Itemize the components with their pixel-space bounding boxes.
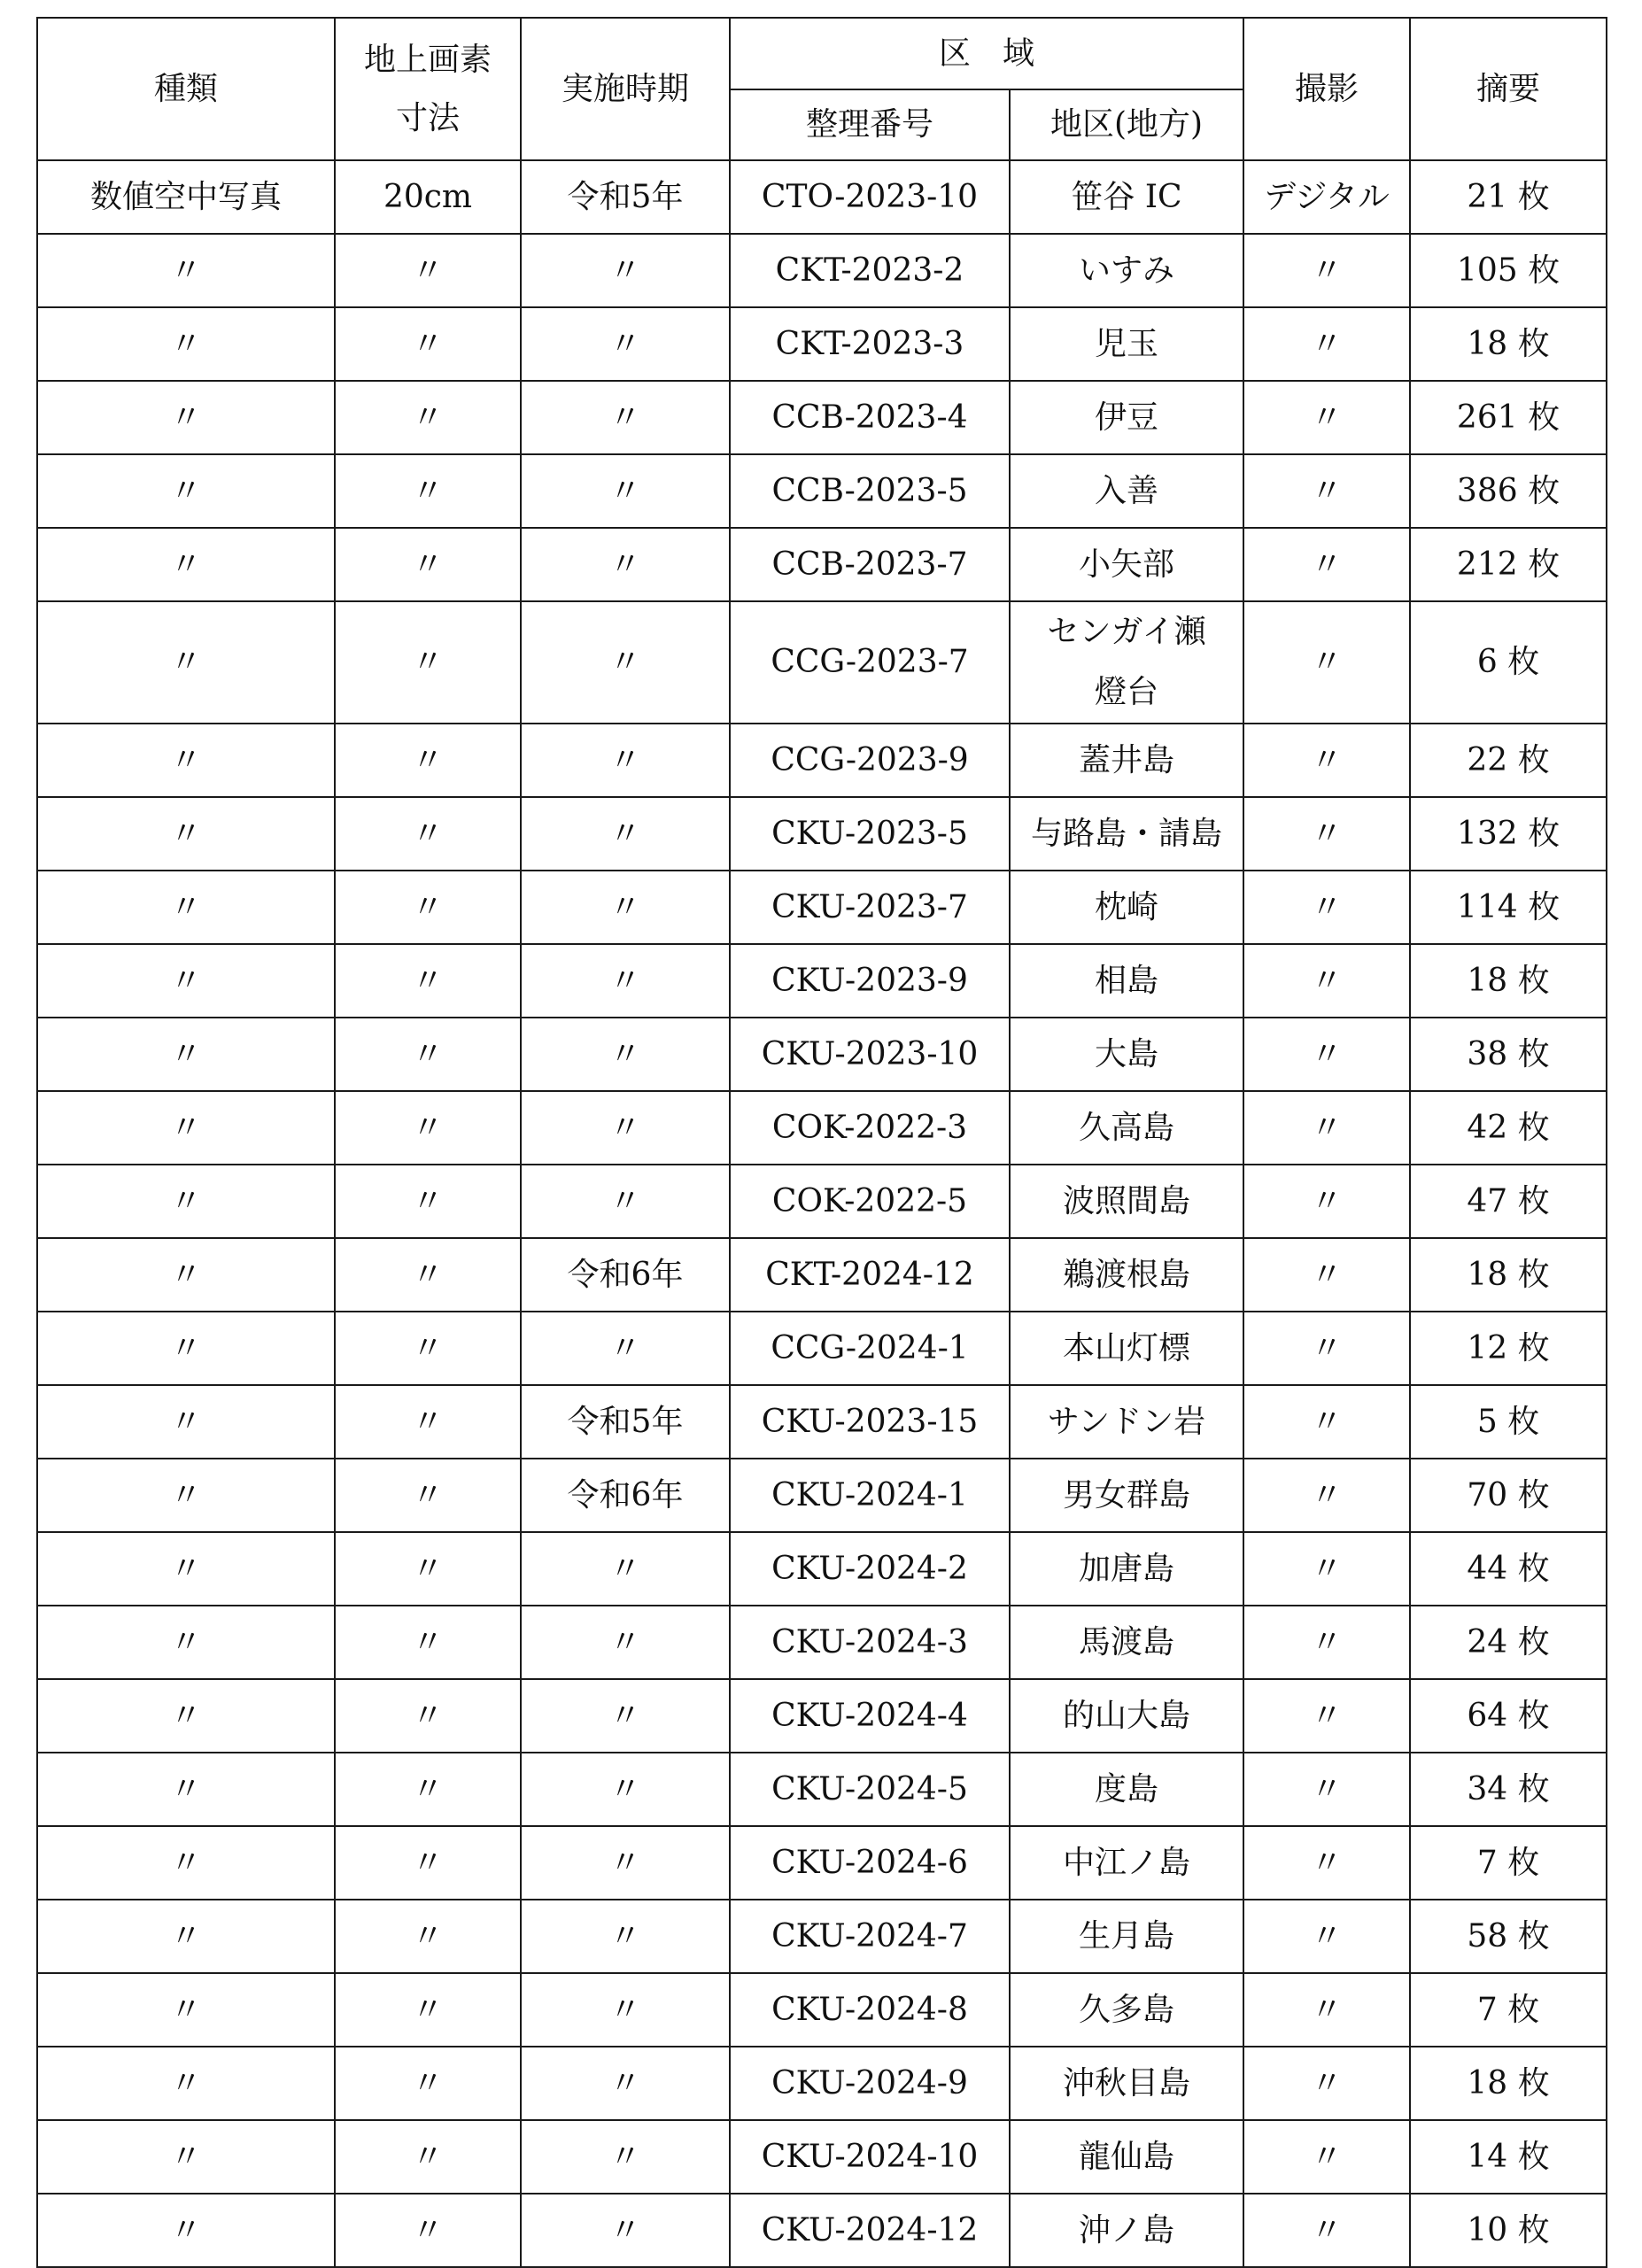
- cell-photography: 〃: [1243, 454, 1410, 528]
- cell-ground-pixel-size: 〃: [335, 601, 521, 724]
- cell-photography: 〃: [1243, 1018, 1410, 1091]
- cell-ground-pixel-size: 〃: [335, 1385, 521, 1459]
- table-row: [37, 1900, 1607, 1973]
- cell-photography: 〃: [1243, 1679, 1410, 1753]
- table-row: [37, 797, 1607, 871]
- cell-type: 〃: [37, 797, 335, 871]
- cell-photography: 〃: [1243, 724, 1410, 797]
- cell-type: 〃: [37, 1973, 335, 2047]
- cell-type: 〃: [37, 1091, 335, 1165]
- cell-summary: 7 枚: [1410, 1826, 1607, 1900]
- table-row: [37, 1091, 1607, 1165]
- cell-area-district: 笹谷 IC: [1010, 160, 1243, 234]
- cell-area-number: COK-2022-3: [730, 1091, 1010, 1165]
- cell-summary: 12 枚: [1410, 1312, 1607, 1385]
- cell-period: 〃: [521, 528, 730, 601]
- cell-area-district: 中江ノ島: [1010, 1826, 1243, 1900]
- cell-area-number: CKT-2023-3: [730, 307, 1010, 381]
- cell-photography: 〃: [1243, 307, 1410, 381]
- table-row: [37, 2047, 1607, 2120]
- cell-period: 〃: [521, 724, 730, 797]
- cell-area-number: CCG-2023-9: [730, 724, 1010, 797]
- header-area-group: 区 域: [730, 18, 1243, 89]
- cell-area-number: CKU-2024-12: [730, 2194, 1010, 2267]
- cell-period: 令和6年: [521, 1238, 730, 1312]
- cell-period: 〃: [521, 797, 730, 871]
- table-row: [37, 381, 1607, 454]
- table-row: [37, 1753, 1607, 1826]
- cell-type: 〃: [37, 1606, 335, 1679]
- table-header: [37, 18, 1607, 160]
- cell-type: 数値空中写真: [37, 160, 335, 234]
- cell-period: 〃: [521, 1018, 730, 1091]
- table-row: [37, 1238, 1607, 1312]
- cell-period: 〃: [521, 234, 730, 307]
- header-period: 実施時期: [521, 18, 730, 160]
- cell-photography: 〃: [1243, 1091, 1410, 1165]
- cell-summary: 64 枚: [1410, 1679, 1607, 1753]
- cell-summary: 18 枚: [1410, 1238, 1607, 1312]
- cell-area-number: CKU-2024-6: [730, 1826, 1010, 1900]
- cell-ground-pixel-size: 〃: [335, 307, 521, 381]
- cell-period: 〃: [521, 1532, 730, 1606]
- header-type: 種類: [37, 18, 335, 160]
- cell-area-district: 男女群島: [1010, 1459, 1243, 1532]
- cell-area-number: CKU-2023-7: [730, 871, 1010, 944]
- cell-photography: 〃: [1243, 1826, 1410, 1900]
- cell-period: 〃: [521, 1312, 730, 1385]
- table-row: [37, 1679, 1607, 1753]
- cell-ground-pixel-size: 〃: [335, 1091, 521, 1165]
- cell-type: 〃: [37, 1238, 335, 1312]
- cell-area-district: 相島: [1010, 944, 1243, 1018]
- header-area-number: 整理番号: [730, 89, 1010, 160]
- cell-summary: 38 枚: [1410, 1018, 1607, 1091]
- cell-area-district: 久多島: [1010, 1973, 1243, 2047]
- table-row: [37, 944, 1607, 1018]
- cell-photography: 〃: [1243, 1385, 1410, 1459]
- cell-area-number: CCB-2023-4: [730, 381, 1010, 454]
- cell-area-number: CKU-2023-15: [730, 1385, 1010, 1459]
- cell-photography: 〃: [1243, 1753, 1410, 1826]
- cell-photography: 〃: [1243, 1973, 1410, 2047]
- cell-photography: 〃: [1243, 944, 1410, 1018]
- cell-ground-pixel-size: 〃: [335, 2047, 521, 2120]
- cell-ground-pixel-size: 〃: [335, 1900, 521, 1973]
- header-area-district: 地区(地方): [1010, 89, 1243, 160]
- cell-period: 〃: [521, 1973, 730, 2047]
- cell-photography: 〃: [1243, 1238, 1410, 1312]
- cell-ground-pixel-size: 〃: [335, 724, 521, 797]
- cell-ground-pixel-size: 〃: [335, 234, 521, 307]
- cell-summary: 58 枚: [1410, 1900, 1607, 1973]
- table-row: [37, 307, 1607, 381]
- cell-type: 〃: [37, 1312, 335, 1385]
- table-body: [37, 160, 1607, 2267]
- cell-type: 〃: [37, 1826, 335, 1900]
- cell-photography: 〃: [1243, 381, 1410, 454]
- cell-area-number: CKT-2023-2: [730, 234, 1010, 307]
- cell-area-district: 伊豆: [1010, 381, 1243, 454]
- cell-photography: 〃: [1243, 1165, 1410, 1238]
- cell-photography: 〃: [1243, 1900, 1410, 1973]
- cell-ground-pixel-size: 〃: [335, 1459, 521, 1532]
- cell-ground-pixel-size: 〃: [335, 1532, 521, 1606]
- cell-type: 〃: [37, 1459, 335, 1532]
- cell-photography: 〃: [1243, 871, 1410, 944]
- cell-type: 〃: [37, 1018, 335, 1091]
- table-row: [37, 1459, 1607, 1532]
- cell-area-district: 度島: [1010, 1753, 1243, 1826]
- cell-type: 〃: [37, 1385, 335, 1459]
- cell-area-district: 与路島・請島: [1010, 797, 1243, 871]
- cell-area-number: CCG-2023-7: [730, 601, 1010, 724]
- cell-summary: 7 枚: [1410, 1973, 1607, 2047]
- cell-period: 〃: [521, 944, 730, 1018]
- cell-type: 〃: [37, 1753, 335, 1826]
- cell-period: 〃: [521, 454, 730, 528]
- cell-photography: 〃: [1243, 797, 1410, 871]
- cell-type: 〃: [37, 454, 335, 528]
- cell-area-district: 馬渡島: [1010, 1606, 1243, 1679]
- table-row: [37, 601, 1607, 724]
- cell-area-number: CCG-2024-1: [730, 1312, 1010, 1385]
- table-row: [37, 1165, 1607, 1238]
- cell-summary: 6 枚: [1410, 601, 1607, 724]
- cell-period: 〃: [521, 1826, 730, 1900]
- cell-photography: 〃: [1243, 2120, 1410, 2194]
- cell-area-number: CKU-2023-5: [730, 797, 1010, 871]
- cell-summary: 18 枚: [1410, 2047, 1607, 2120]
- cell-area-number: CKU-2024-3: [730, 1606, 1010, 1679]
- cell-area-district: 枕崎: [1010, 871, 1243, 944]
- table-row: [37, 1532, 1607, 1606]
- cell-area-district: 児玉: [1010, 307, 1243, 381]
- cell-type: 〃: [37, 944, 335, 1018]
- cell-area-district: 久高島: [1010, 1091, 1243, 1165]
- cell-area-number: CKU-2024-8: [730, 1973, 1010, 2047]
- header-gsd-line2: 寸法: [395, 99, 460, 136]
- cell-area-number: CKU-2023-10: [730, 1018, 1010, 1091]
- cell-ground-pixel-size: 〃: [335, 1753, 521, 1826]
- cell-photography: 〃: [1243, 528, 1410, 601]
- cell-type: 〃: [37, 1165, 335, 1238]
- cell-summary: 386 枚: [1410, 454, 1607, 528]
- cell-ground-pixel-size: 20cm: [335, 160, 521, 234]
- table-row: [37, 1606, 1607, 1679]
- cell-area-number: CKU-2024-5: [730, 1753, 1010, 1826]
- cell-summary: 5 枚: [1410, 1385, 1607, 1459]
- cell-period: 〃: [521, 2194, 730, 2267]
- cell-photography: 〃: [1243, 601, 1410, 724]
- cell-period: 〃: [521, 1753, 730, 1826]
- table-row: [37, 454, 1607, 528]
- cell-area-district: 小矢部: [1010, 528, 1243, 601]
- cell-summary: 24 枚: [1410, 1606, 1607, 1679]
- cell-summary: 132 枚: [1410, 797, 1607, 871]
- cell-type: 〃: [37, 2047, 335, 2120]
- cell-type: 〃: [37, 871, 335, 944]
- cell-type: 〃: [37, 601, 335, 724]
- cell-period: 令和5年: [521, 1385, 730, 1459]
- cell-period: 〃: [521, 1900, 730, 1973]
- cell-period: 〃: [521, 307, 730, 381]
- cell-summary: 105 枚: [1410, 234, 1607, 307]
- cell-summary: 22 枚: [1410, 724, 1607, 797]
- cell-summary: 18 枚: [1410, 307, 1607, 381]
- cell-area-district: いすみ: [1010, 234, 1243, 307]
- cell-period: 令和6年: [521, 1459, 730, 1532]
- cell-area-number: CKU-2024-10: [730, 2120, 1010, 2194]
- cell-ground-pixel-size: 〃: [335, 2194, 521, 2267]
- cell-ground-pixel-size: 〃: [335, 1826, 521, 1900]
- header-gsd-line1: 地上画素: [363, 41, 492, 78]
- cell-summary: 44 枚: [1410, 1532, 1607, 1606]
- cell-type: 〃: [37, 2120, 335, 2194]
- cell-type: 〃: [37, 307, 335, 381]
- cell-area-number: CKT-2024-12: [730, 1238, 1010, 1312]
- cell-ground-pixel-size: 〃: [335, 2120, 521, 2194]
- cell-area-number: CKU-2024-9: [730, 2047, 1010, 2120]
- cell-ground-pixel-size: 〃: [335, 1018, 521, 1091]
- cell-area-district: 龍仙島: [1010, 2120, 1243, 2194]
- cell-area-district: 生月島: [1010, 1900, 1243, 1973]
- cell-ground-pixel-size: 〃: [335, 1238, 521, 1312]
- cell-type: 〃: [37, 724, 335, 797]
- cell-period: 〃: [521, 1606, 730, 1679]
- cell-type: 〃: [37, 1532, 335, 1606]
- cell-photography: 〃: [1243, 1532, 1410, 1606]
- cell-photography: 〃: [1243, 2047, 1410, 2120]
- table-row: [37, 1826, 1607, 1900]
- cell-ground-pixel-size: 〃: [335, 1165, 521, 1238]
- cell-photography: 〃: [1243, 234, 1410, 307]
- cell-summary: 34 枚: [1410, 1753, 1607, 1826]
- cell-period: 〃: [521, 2120, 730, 2194]
- cell-ground-pixel-size: 〃: [335, 454, 521, 528]
- header-summary: 摘要: [1410, 18, 1607, 160]
- cell-period: 〃: [521, 1165, 730, 1238]
- cell-summary: 114 枚: [1410, 871, 1607, 944]
- cell-summary: 18 枚: [1410, 944, 1607, 1018]
- cell-area-district: 波照間島: [1010, 1165, 1243, 1238]
- cell-type: 〃: [37, 1679, 335, 1753]
- cell-area-number: CKU-2024-2: [730, 1532, 1010, 1606]
- cell-summary: 212 枚: [1410, 528, 1607, 601]
- cell-area-district: 本山灯標: [1010, 1312, 1243, 1385]
- cell-summary: 21 枚: [1410, 160, 1607, 234]
- cell-ground-pixel-size: 〃: [335, 871, 521, 944]
- cell-type: 〃: [37, 2194, 335, 2267]
- cell-type: 〃: [37, 381, 335, 454]
- cell-period: 令和5年: [521, 160, 730, 234]
- table-row: [37, 2194, 1607, 2267]
- cell-period: 〃: [521, 1679, 730, 1753]
- cell-area-number: CKU-2024-7: [730, 1900, 1010, 1973]
- table-row: [37, 871, 1607, 944]
- cell-ground-pixel-size: 〃: [335, 1973, 521, 2047]
- cell-summary: 42 枚: [1410, 1091, 1607, 1165]
- cell-area-district: 入善: [1010, 454, 1243, 528]
- cell-area-district: 沖秋目島: [1010, 2047, 1243, 2120]
- cell-photography: 〃: [1243, 1606, 1410, 1679]
- cell-ground-pixel-size: 〃: [335, 1312, 521, 1385]
- table-row: [37, 1018, 1607, 1091]
- cell-summary: 261 枚: [1410, 381, 1607, 454]
- cell-photography: 〃: [1243, 1312, 1410, 1385]
- cell-summary: 70 枚: [1410, 1459, 1607, 1532]
- cell-ground-pixel-size: 〃: [335, 381, 521, 454]
- header-ground-pixel-size: [335, 18, 521, 160]
- cell-ground-pixel-size: 〃: [335, 1606, 521, 1679]
- table-row: [37, 528, 1607, 601]
- cell-summary: 14 枚: [1410, 2120, 1607, 2194]
- cell-area-number: CCB-2023-7: [730, 528, 1010, 601]
- cell-area-district: 沖ノ島: [1010, 2194, 1243, 2267]
- cell-ground-pixel-size: 〃: [335, 528, 521, 601]
- cell-area-number: CKU-2023-9: [730, 944, 1010, 1018]
- table-row: [37, 160, 1607, 234]
- cell-type: 〃: [37, 1900, 335, 1973]
- cell-area-district: サンドン岩: [1010, 1385, 1243, 1459]
- table-row: [37, 1385, 1607, 1459]
- cell-period: 〃: [521, 601, 730, 724]
- table-row: [37, 1312, 1607, 1385]
- cell-summary: 47 枚: [1410, 1165, 1607, 1238]
- cell-type: 〃: [37, 234, 335, 307]
- table-row: [37, 234, 1607, 307]
- cell-area-district: 鵜渡根島: [1010, 1238, 1243, 1312]
- cell-period: 〃: [521, 381, 730, 454]
- header-photography: 撮影: [1243, 18, 1410, 160]
- cell-area-district: 的山大島: [1010, 1679, 1243, 1753]
- cell-photography: 〃: [1243, 1459, 1410, 1532]
- cell-period: 〃: [521, 1091, 730, 1165]
- aerial-photo-record-table: [36, 17, 1607, 2268]
- table-row: [37, 724, 1607, 797]
- cell-area-district: センガイ瀬燈台: [1010, 601, 1243, 724]
- cell-ground-pixel-size: 〃: [335, 1679, 521, 1753]
- cell-summary: 10 枚: [1410, 2194, 1607, 2267]
- cell-period: 〃: [521, 871, 730, 944]
- cell-area-district: 蓋井島: [1010, 724, 1243, 797]
- cell-area-district: 大島: [1010, 1018, 1243, 1091]
- cell-photography: デジタル: [1243, 160, 1410, 234]
- cell-ground-pixel-size: 〃: [335, 944, 521, 1018]
- cell-area-number: CKU-2024-4: [730, 1679, 1010, 1753]
- table-row: [37, 2120, 1607, 2194]
- cell-type: 〃: [37, 528, 335, 601]
- cell-ground-pixel-size: 〃: [335, 797, 521, 871]
- cell-area-district: 加唐島: [1010, 1532, 1243, 1606]
- table-row: [37, 1973, 1607, 2047]
- cell-area-number: COK-2022-5: [730, 1165, 1010, 1238]
- cell-area-number: CKU-2024-1: [730, 1459, 1010, 1532]
- cell-period: 〃: [521, 2047, 730, 2120]
- cell-area-number: CTO-2023-10: [730, 160, 1010, 234]
- cell-area-number: CCB-2023-5: [730, 454, 1010, 528]
- cell-photography: 〃: [1243, 2194, 1410, 2267]
